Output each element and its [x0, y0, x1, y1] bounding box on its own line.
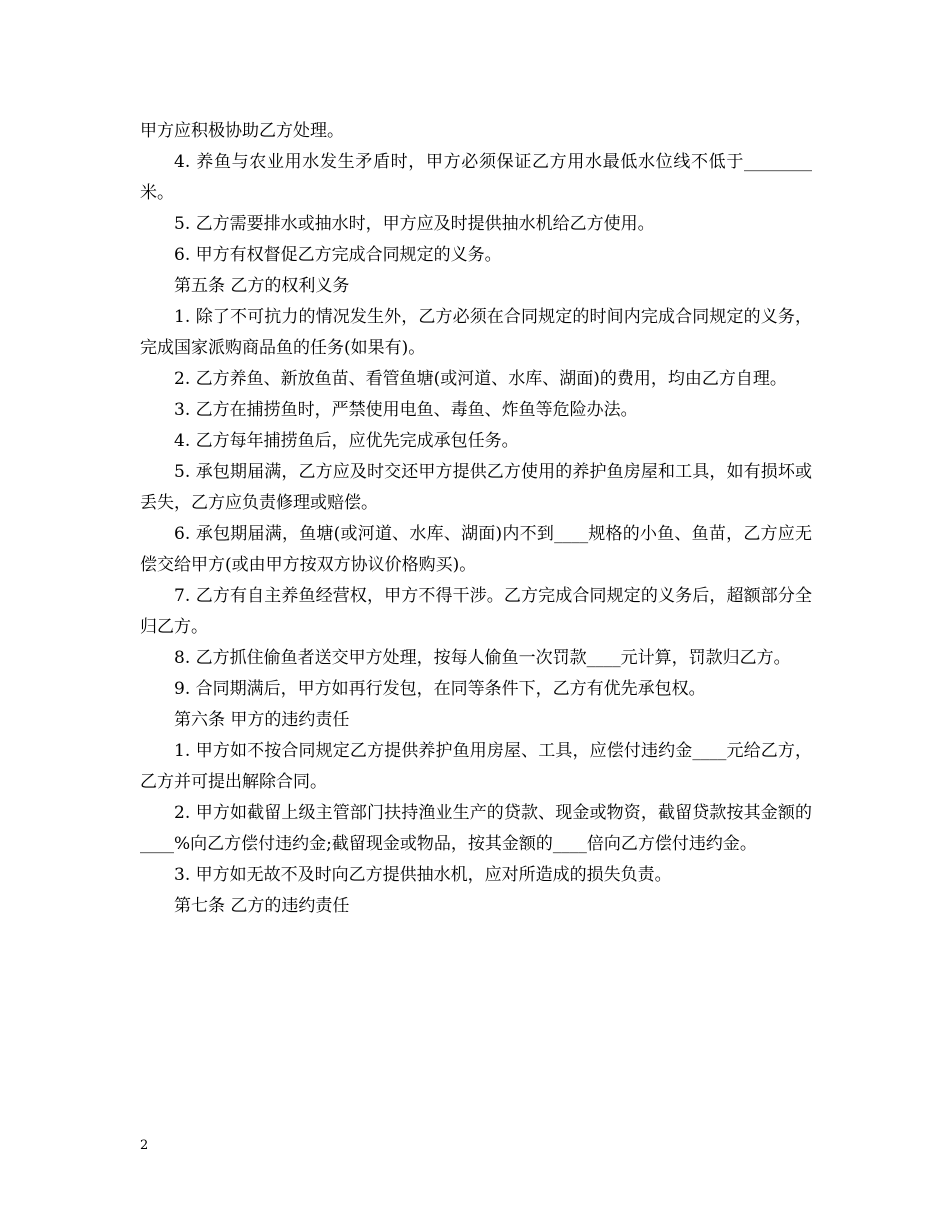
paragraph: 3. 甲方如无故不及时向乙方提供抽水机，应对所造成的损失负责。	[174, 865, 672, 885]
paragraph: 5. 乙方需要排水或抽水时，甲方应及时提供抽水机给乙方使用。	[174, 214, 655, 234]
paragraph: 5. 承包期届满，乙方应及时交还甲方提供乙方使用的养护鱼房屋和工具，如有损坏或丢失，乙方应负责修理或赔偿。	[140, 462, 812, 513]
paragraph: 9. 合同期满后，甲方如再行发包，在同等条件下，乙方有优先承包权。	[174, 679, 706, 699]
paragraph: 3. 乙方在捕捞鱼时，严禁使用电鱼、毒鱼、炸鱼等危险办法。	[174, 400, 638, 420]
section-heading: 第五条 乙方的权利义务	[174, 276, 350, 296]
page-number: 2	[140, 1138, 149, 1153]
document-body	[140, 116, 812, 922]
paragraph: 甲方应积极协助乙方处理。	[140, 121, 344, 141]
paragraph: 4. 养鱼与农业用水发生矛盾时，甲方必须保证乙方用水最低水位线不低于________米。	[140, 152, 812, 203]
paragraph: 1. 除了不可抗力的情况发生外，乙方必须在合同规定的时间内完成合同规定的义务，完成国家派购商品鱼的任务(如果有)。	[140, 307, 812, 358]
section-heading: 第六条 甲方的违约责任	[174, 710, 350, 730]
paragraph: 2. 乙方养鱼、新放鱼苗、看管鱼塘(或河道、水库、湖面)的费用，均由乙方自理。	[174, 369, 787, 389]
paragraph: 8. 乙方抓住偷鱼者送交甲方处理，按每人偷鱼一次罚款____元计算，罚款归乙方。	[174, 648, 791, 668]
paragraph: 6. 承包期届满，鱼塘(或河道、水库、湖面)内不到____规格的小鱼、鱼苗，乙方应无偿交给甲方(或由甲方按双方协议价格购买)。	[140, 524, 812, 575]
paragraph: 6. 甲方有权督促乙方完成合同规定的义务。	[174, 245, 502, 265]
paragraph: 7. 乙方有自主养鱼经营权，甲方不得干涉。乙方完成合同规定的义务后，超额部分全归乙方。	[140, 586, 812, 637]
paragraph: 2. 甲方如截留上级主管部门扶持渔业生产的贷款、现金或物资，截留贷款按其金额的____%向乙方偿付违约金;截留现金或物品，按其金额的____倍向乙方偿付违约金。	[140, 803, 812, 854]
paragraph: 4. 乙方每年捕捞鱼后，应优先完成承包任务。	[174, 431, 519, 451]
paragraph: 1. 甲方如不按合同规定乙方提供养护鱼用房屋、工具，应偿付违约金____元给乙方，乙方并可提出解除合同。	[140, 741, 812, 792]
section-heading: 第七条 乙方的违约责任	[174, 896, 350, 916]
